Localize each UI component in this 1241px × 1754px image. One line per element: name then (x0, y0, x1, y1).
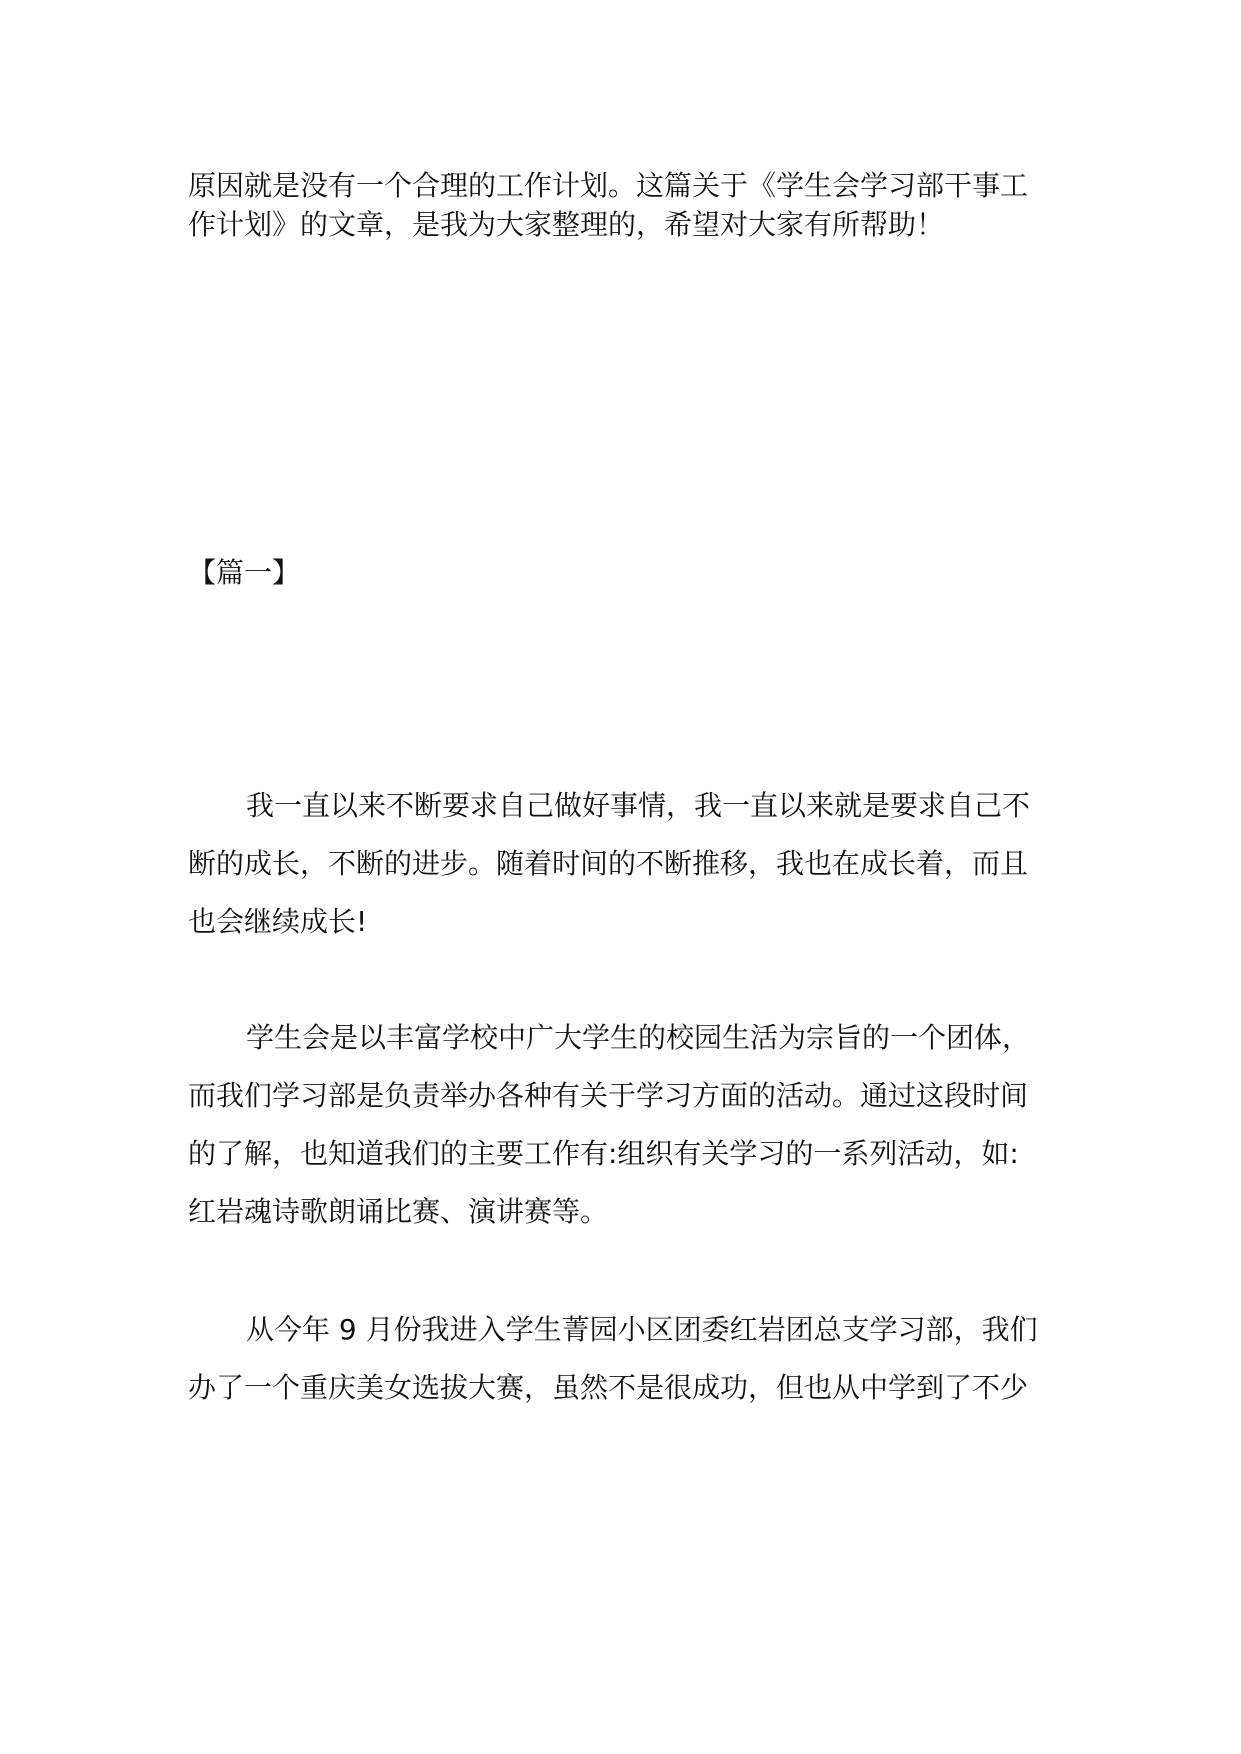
intro-line-2: 作计划》的文章，是我为大家整理的，希望对大家有所帮助！ (188, 208, 945, 241)
paragraph-1-line-1: 我一直以来不断要求自己做好事情，我一直以来就是要求自己不 (246, 789, 1031, 822)
paragraph-2-line-2: 而我们学习部是负责举办各种有关于学习方面的活动。通过这段时间 (188, 1079, 1029, 1112)
paragraph-1-line-2: 断的成长，不断的进步。随着时间的不断推移，我也在成长着，而且 (188, 847, 1029, 880)
paragraph-1-line-3: 也会继续成长! (188, 905, 368, 938)
section-heading: 【篇一】 (188, 556, 301, 589)
paragraph-3-line-2: 办了一个重庆美女选拔大赛，虽然不是很成功，但也从中学到了不少 (188, 1371, 1029, 1404)
paragraph-2-line-3: 的了解，也知道我们的主要工作有:组织有关学习的一系列活动，如: (188, 1137, 1019, 1170)
paragraph-3-line-1: 从今年 9 月份我进入学生菁园小区团委红岩团总支学习部，我们 (246, 1313, 1038, 1346)
intro-line-1: 原因就是没有一个合理的工作计划。这篇关于《学生会学习部干事工 (188, 169, 1029, 202)
paragraph-2-line-4: 红岩魂诗歌朗诵比赛、演讲赛等。 (188, 1195, 609, 1228)
paragraph-2-line-1: 学生会是以丰富学校中广大学生的校园生活为宗旨的一个团体， (246, 1021, 1031, 1054)
